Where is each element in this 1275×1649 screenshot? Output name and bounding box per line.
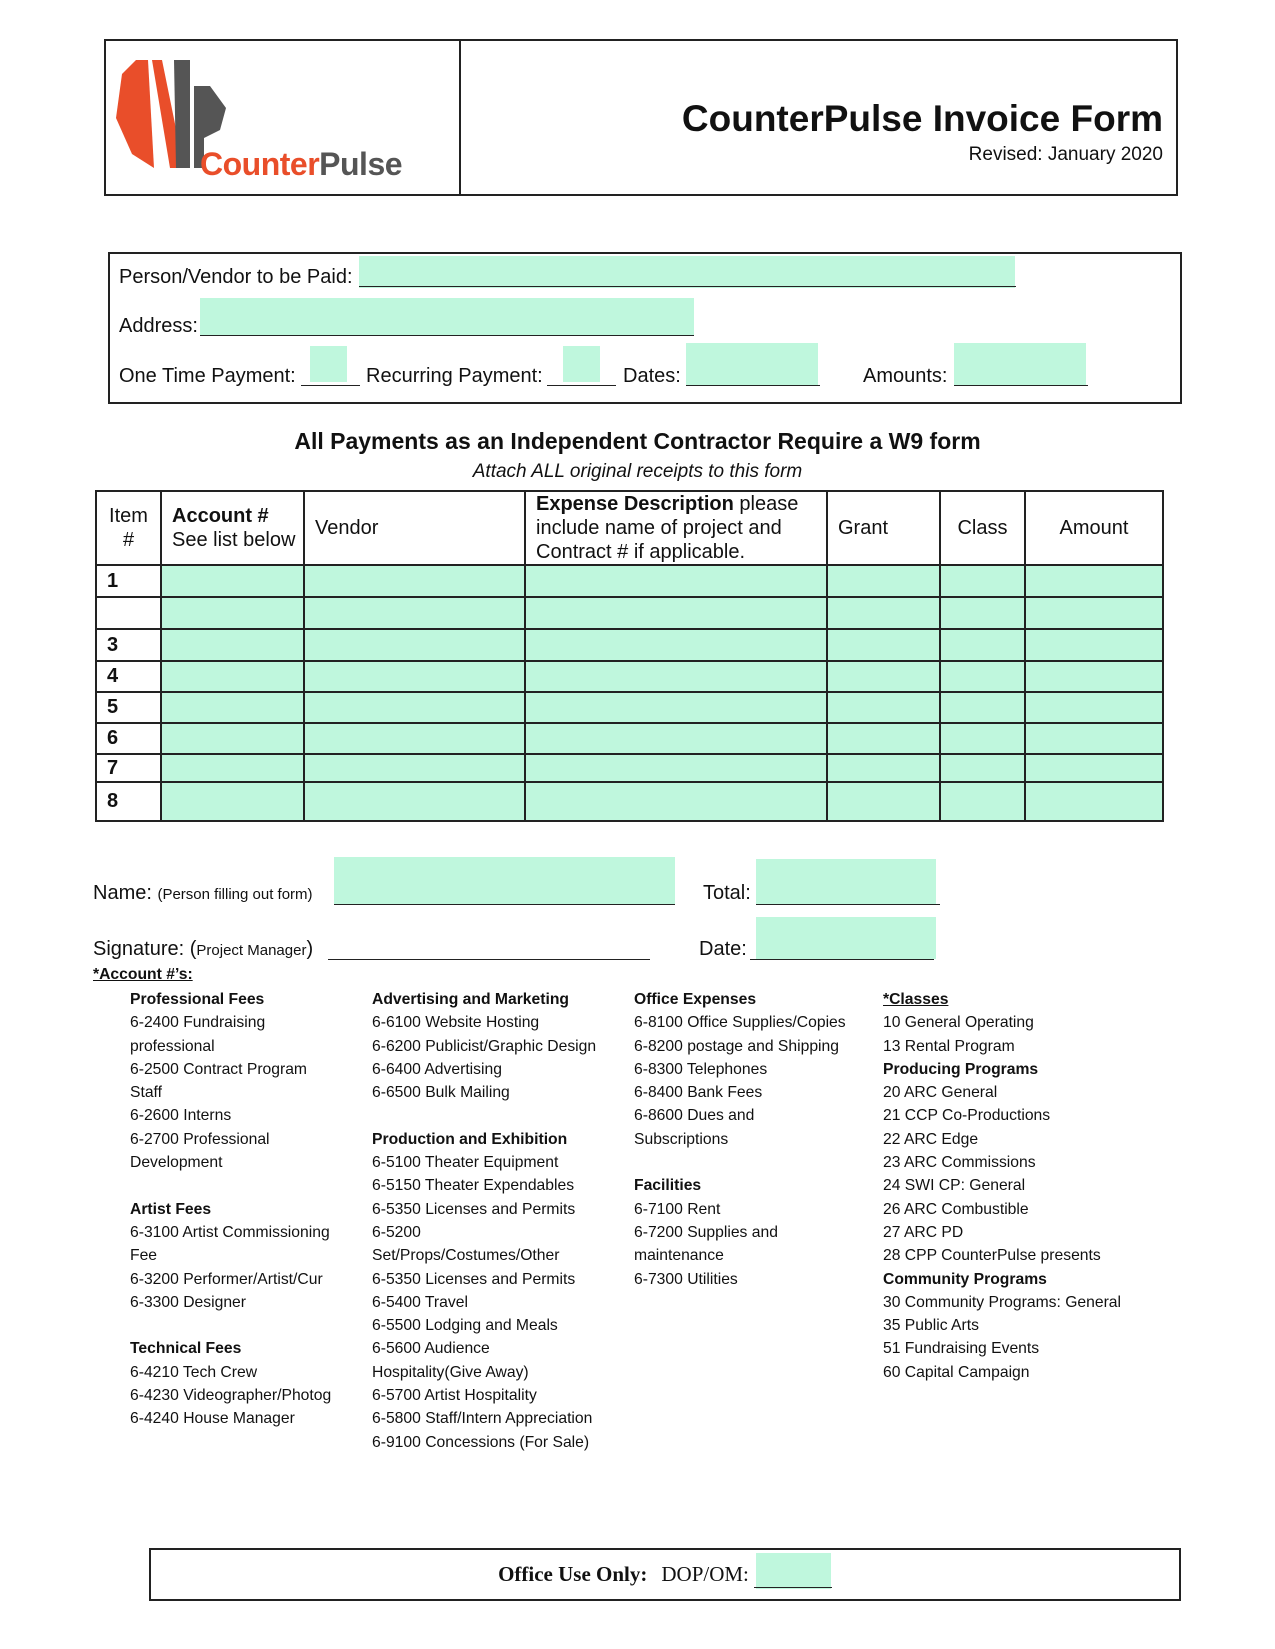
account-cell[interactable] <box>161 692 304 723</box>
col-vendor-header: Vendor <box>304 491 525 565</box>
account-item: 6-7200 Supplies and <box>634 1223 778 1241</box>
item-number-cell: 4 <box>96 661 161 692</box>
item-number-cell: 7 <box>96 754 161 782</box>
account-item: 13 Rental Program <box>883 1037 1015 1055</box>
account-item <box>372 1104 596 1127</box>
account-item: 6-9100 Concessions (For Sale) <box>372 1433 590 1451</box>
col-desc-rest3: Contract # if applicable. <box>536 541 746 563</box>
amount-cell[interactable] <box>1025 565 1163 597</box>
account-item: 60 Capital Campaign <box>883 1363 1030 1381</box>
name-label: Name: <box>93 882 152 904</box>
address-label: Address: <box>119 315 198 337</box>
account-item: 6-3100 Artist Commissioning <box>130 1223 330 1241</box>
account-item: professional <box>130 1037 215 1055</box>
account-list-office <box>634 988 846 1291</box>
logo-word-pulse: Pulse <box>319 146 403 182</box>
table-header-row <box>96 491 1163 565</box>
col-desc-rest1: please <box>733 493 799 515</box>
amount-cell[interactable] <box>1025 661 1163 692</box>
dates-label: Dates: <box>623 365 681 387</box>
account-item: 22 ARC Edge <box>883 1130 979 1148</box>
class-cell[interactable] <box>940 754 1025 782</box>
account-group-heading: Advertising and Marketing <box>372 991 569 1008</box>
account-item: 6-6500 Bulk Mailing <box>372 1084 510 1102</box>
amount-cell[interactable] <box>1025 597 1163 629</box>
vendor-cell[interactable] <box>304 754 525 782</box>
signature-label-group <box>93 938 313 961</box>
account-group-heading: Professional Fees <box>130 991 265 1008</box>
address-underline <box>200 335 694 336</box>
grant-cell[interactable] <box>827 597 940 629</box>
class-cell[interactable] <box>940 692 1025 723</box>
account-item: 27 ARC PD <box>883 1223 964 1241</box>
account-item: 6-2600 Interns <box>130 1107 232 1125</box>
vendor-cell[interactable] <box>304 661 525 692</box>
signature-line[interactable] <box>328 959 650 960</box>
office-use-label-group <box>151 1550 1179 1599</box>
col-desc-rest2: include name of project and <box>536 517 782 539</box>
date-input[interactable] <box>756 917 936 959</box>
logo-wordmark <box>200 146 402 183</box>
account-item: 6-6400 Advertising <box>372 1060 502 1078</box>
vendor-cell[interactable] <box>304 782 525 821</box>
class-cell[interactable] <box>940 597 1025 629</box>
description-cell[interactable] <box>525 597 827 629</box>
amounts-input[interactable] <box>954 343 1086 385</box>
dop-om-label: DOP/OM: <box>661 1562 749 1586</box>
account-item: 6-2700 Professional <box>130 1130 270 1148</box>
account-item: 6-6100 Website Hosting <box>372 1014 540 1032</box>
account-item: 6-8300 Telephones <box>634 1060 768 1078</box>
col-account-line1: Account # <box>172 505 269 527</box>
vendor-cell[interactable] <box>304 565 525 597</box>
amount-cell[interactable] <box>1025 782 1163 821</box>
one-time-payment-label: One Time Payment: <box>119 365 296 387</box>
account-item: 6-5800 Staff/Intern Appreciation <box>372 1410 593 1428</box>
item-number-cell: 5 <box>96 692 161 723</box>
account-item: 6-5350 Licenses and Permits <box>372 1270 576 1288</box>
one-time-underline <box>301 385 360 386</box>
name-label-group <box>93 882 313 905</box>
table-body <box>96 565 1163 821</box>
dop-om-underline <box>754 1587 832 1588</box>
header-divider <box>459 41 461 194</box>
account-item: 6-8400 Bank Fees <box>634 1084 763 1102</box>
amounts-underline <box>954 385 1088 386</box>
account-group-heading: Production and Exhibition <box>372 1130 568 1148</box>
date-underline <box>750 959 934 960</box>
grant-cell[interactable] <box>827 754 940 782</box>
amounts-label: Amounts: <box>863 365 948 387</box>
account-item: 6-4210 Tech Crew <box>130 1363 258 1381</box>
account-item: 6-5400 Travel <box>372 1293 468 1311</box>
payee-label: Person/Vendor to be Paid: <box>119 266 353 288</box>
account-item: 6-5500 Lodging and Meals <box>372 1317 558 1335</box>
account-item: 28 CPP CounterPulse presents <box>883 1247 1101 1265</box>
account-item: 35 Public Arts <box>883 1317 979 1335</box>
address-input[interactable] <box>200 298 694 336</box>
vendor-cell[interactable] <box>304 597 525 629</box>
account-cell[interactable] <box>161 565 304 597</box>
item-number-cell: 6 <box>96 723 161 754</box>
account-item: Fee <box>130 1247 158 1265</box>
table-row <box>96 661 1163 692</box>
account-cell[interactable] <box>161 629 304 661</box>
name-input[interactable] <box>334 857 675 905</box>
col-class-header: Class <box>940 491 1025 565</box>
account-item: Hospitality(Give Away) <box>372 1363 529 1381</box>
item-number-cell: 1 <box>96 565 161 597</box>
one-time-payment-checkbox[interactable] <box>310 346 347 382</box>
account-list-professional <box>130 988 331 1431</box>
amount-cell[interactable] <box>1025 723 1163 754</box>
account-cell[interactable] <box>161 597 304 629</box>
total-input[interactable] <box>756 859 936 905</box>
dates-input[interactable] <box>686 343 818 385</box>
account-item: 6-2400 Fundraising <box>130 1014 266 1032</box>
account-item: 10 General Operating <box>883 1014 1034 1032</box>
account-item <box>130 1314 331 1337</box>
account-item: 6-8600 Dues and <box>634 1107 755 1125</box>
col-desc-bold: Expense Description <box>536 493 734 515</box>
logo-word-counter: Counter <box>200 146 320 182</box>
grant-cell[interactable] <box>827 629 940 661</box>
office-use-box <box>149 1548 1181 1601</box>
table-row <box>96 692 1163 723</box>
account-group-heading: Producing Programs <box>883 1060 1039 1078</box>
account-group-heading: *Classes <box>883 991 949 1008</box>
dop-om-input[interactable] <box>756 1553 831 1589</box>
account-item: 6-8100 Office Supplies/Copies <box>634 1014 846 1032</box>
amount-cell[interactable] <box>1025 754 1163 782</box>
account-item: 6-5350 Licenses and Permits <box>372 1200 576 1218</box>
class-cell[interactable] <box>940 723 1025 754</box>
total-label: Total: <box>703 882 751 904</box>
account-item: maintenance <box>634 1247 724 1265</box>
account-item: 23 ARC Commissions <box>883 1154 1036 1172</box>
account-group-heading: Community Programs <box>883 1270 1047 1288</box>
total-underline <box>756 904 940 905</box>
accounts-heading: *Account #’s: <box>93 966 193 983</box>
grant-cell[interactable] <box>827 692 940 723</box>
account-item: 6-8200 postage and Shipping <box>634 1037 839 1055</box>
item-number-cell: 3 <box>96 629 161 661</box>
recurring-payment-checkbox[interactable] <box>563 346 600 382</box>
item-number-cell: 8 <box>96 782 161 821</box>
table-row <box>96 597 1163 629</box>
recurring-payment-label: Recurring Payment: <box>366 365 543 387</box>
account-item: Development <box>130 1154 223 1172</box>
account-item: 6-7100 Rent <box>634 1200 721 1218</box>
expense-table <box>95 490 1164 822</box>
signature-label: Signature: ( <box>93 938 197 960</box>
col-account-line2: See list below <box>172 529 296 551</box>
name-note: (Person filling out form) <box>157 886 313 903</box>
office-use-label: Office Use Only: <box>498 1562 648 1586</box>
date-label: Date: <box>699 938 747 960</box>
account-item: Set/Props/Costumes/Other <box>372 1247 560 1265</box>
revised-date: Revised: January 2020 <box>968 144 1163 165</box>
col-item-line2: # <box>122 529 135 551</box>
grant-cell[interactable] <box>827 661 940 692</box>
grant-cell[interactable] <box>827 723 940 754</box>
col-amount-header: Amount <box>1025 491 1163 565</box>
description-cell[interactable] <box>525 661 827 692</box>
account-item: 20 ARC General <box>883 1084 998 1102</box>
classes-list <box>883 988 1121 1384</box>
recurring-underline <box>547 385 616 386</box>
dates-underline <box>686 385 820 386</box>
account-item: 6-3200 Performer/Artist/Cur <box>130 1270 323 1288</box>
class-cell[interactable] <box>940 565 1025 597</box>
account-group-heading: Facilities <box>634 1177 702 1195</box>
col-item-header <box>96 491 161 565</box>
table-row <box>96 723 1163 754</box>
col-item-line1: Item <box>109 505 148 527</box>
account-item: Subscriptions <box>634 1130 729 1148</box>
col-account-header <box>161 491 304 565</box>
account-cell[interactable] <box>161 754 304 782</box>
account-item: 6-5200 <box>372 1223 421 1241</box>
account-item: 6-4240 House Manager <box>130 1410 295 1428</box>
table-row <box>96 565 1163 597</box>
account-item: 6-3300 Designer <box>130 1293 246 1311</box>
description-cell[interactable] <box>525 629 827 661</box>
account-cell[interactable] <box>161 661 304 692</box>
account-item: 26 ARC Combustible <box>883 1200 1029 1218</box>
account-item: 6-7300 Utilities <box>634 1270 738 1288</box>
amount-cell[interactable] <box>1025 629 1163 661</box>
description-cell[interactable] <box>525 754 827 782</box>
account-list-marketing <box>372 988 596 1454</box>
item-number-cell <box>96 597 161 629</box>
class-cell[interactable] <box>940 629 1025 661</box>
payee-input[interactable] <box>359 256 1015 288</box>
table-row <box>96 754 1163 782</box>
grant-cell[interactable] <box>827 565 940 597</box>
vendor-cell[interactable] <box>304 629 525 661</box>
page-title: CounterPulse Invoice Form <box>681 98 1163 139</box>
account-item <box>634 1151 846 1174</box>
description-cell[interactable] <box>525 782 827 821</box>
account-item: 30 Community Programs: General <box>883 1293 1122 1311</box>
w9-notice: All Payments as an Independent Contractor Require a W9 form <box>294 428 981 454</box>
account-item: 6-2500 Contract Program <box>130 1060 308 1078</box>
account-item: 24 SWI CP: General <box>883 1177 1026 1195</box>
account-cell[interactable] <box>161 723 304 754</box>
account-item: Staff <box>130 1084 162 1102</box>
account-item: 6-5100 Theater Equipment <box>372 1154 559 1172</box>
class-cell[interactable] <box>940 782 1025 821</box>
table-row <box>96 629 1163 661</box>
account-group-heading: Artist Fees <box>130 1200 212 1218</box>
account-group-heading: Technical Fees <box>130 1340 242 1358</box>
table-row <box>96 782 1163 821</box>
name-underline <box>334 904 675 905</box>
signature-close: ) <box>306 938 314 960</box>
col-description-header <box>525 491 827 565</box>
amount-cell[interactable] <box>1025 692 1163 723</box>
vendor-cell[interactable] <box>304 692 525 723</box>
class-cell[interactable] <box>940 661 1025 692</box>
signature-note: Project Manager <box>196 942 307 959</box>
account-item: 51 Fundraising Events <box>883 1340 1040 1358</box>
account-item: 6-6200 Publicist/Graphic Design <box>372 1037 597 1055</box>
account-item: 6-4230 Videographer/Photog <box>130 1387 332 1405</box>
grant-cell[interactable] <box>827 782 940 821</box>
account-item: 21 CCP Co-Productions <box>883 1107 1051 1125</box>
description-cell[interactable] <box>525 565 827 597</box>
account-item: 6-5700 Artist Hospitality <box>372 1387 537 1405</box>
account-item <box>130 1174 331 1197</box>
account-cell[interactable] <box>161 782 304 821</box>
description-cell[interactable] <box>525 692 827 723</box>
col-grant-header: Grant <box>827 491 940 565</box>
description-cell[interactable] <box>525 723 827 754</box>
payee-underline <box>359 286 1016 287</box>
account-item: 6-5150 Theater Expendables <box>372 1177 575 1195</box>
receipts-notice: Attach ALL original receipts to this form <box>472 461 803 482</box>
account-group-heading: Office Expenses <box>634 991 757 1008</box>
vendor-cell[interactable] <box>304 723 525 754</box>
account-item: 6-5600 Audience <box>372 1340 490 1358</box>
